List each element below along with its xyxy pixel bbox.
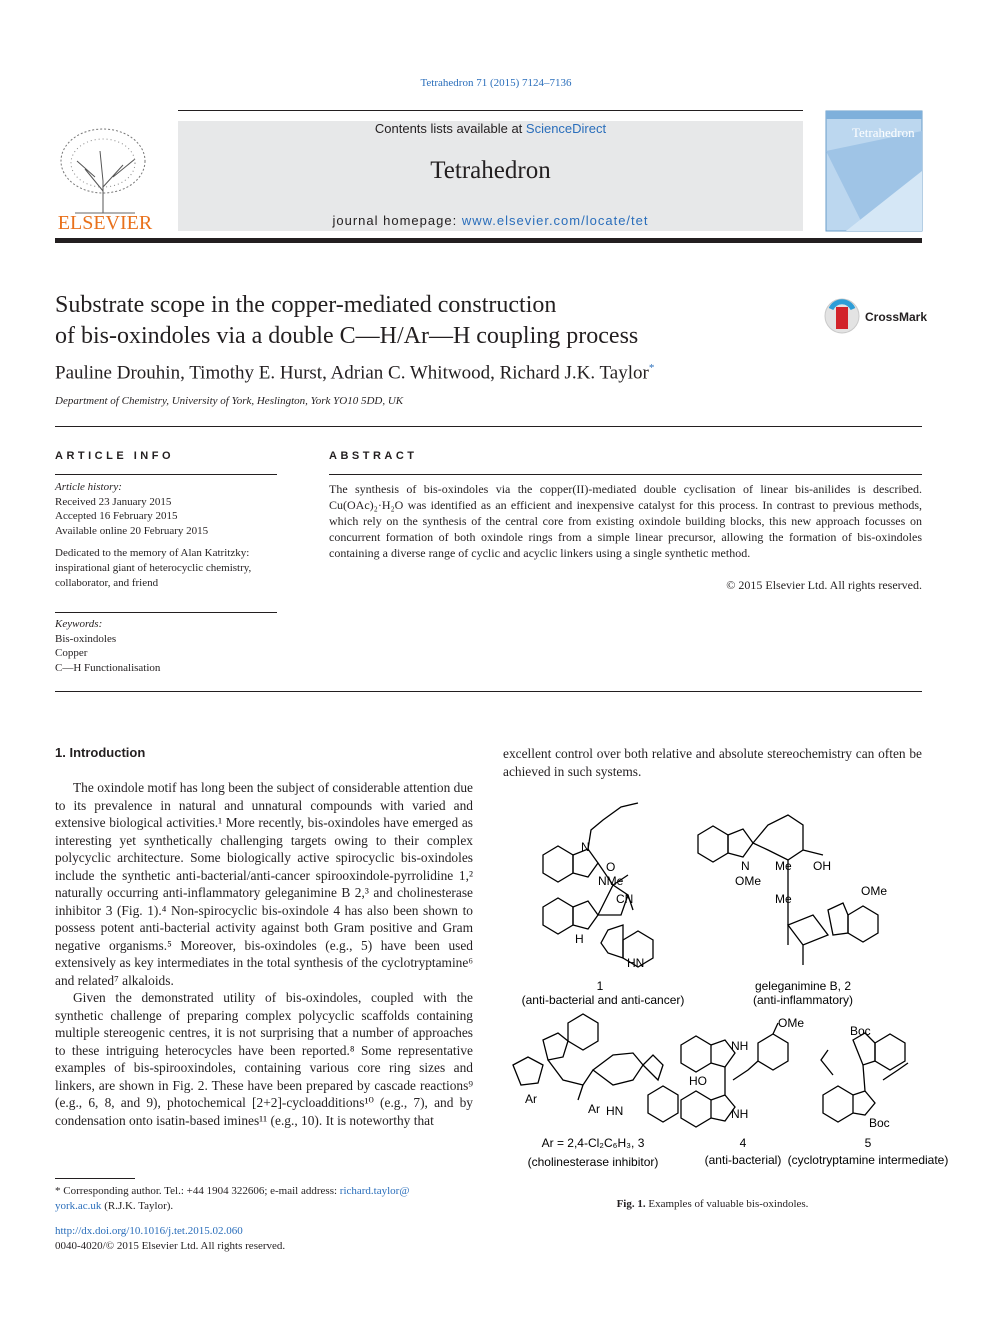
label-oh: OH (813, 859, 831, 873)
header-top-rule (178, 110, 803, 111)
label-me: Me (775, 892, 792, 906)
article-title: Substrate scope in the copper-mediated construction of bis-oxindoles via a double C—H/Ar—H coupling process (55, 292, 639, 349)
label-me: Me (775, 859, 792, 873)
abstract-heading: ABSTRACT (329, 450, 418, 462)
label-hn: HN (627, 956, 645, 970)
email-link-continued[interactable]: york.ac.uk (55, 1200, 102, 1212)
crossmark-label: CrossMark (865, 310, 928, 324)
article-info-heading: ARTICLE INFO (55, 450, 174, 462)
intro-paragraph-1: The oxindole motif has long been the subject of considerable attention due to its prevalence in natural and unnatural compounds with varied and extensive biological activities.¹ More recently, bis-oxindoles have emerged as interesting yet synthetically challenging targets owing to their complex polycyclic architecture. Some biologically active spirocyclic bis-oxindoles include the synthetic anti-bacterial/anti-cancer spirooxindole-pyrrolidine 1,² naturally occurring anti-inflammatory geleganimine B 2,³ and cholinesterase inhibitor 3 (Fig. 1).⁴ Non-spirocyclic bis-oxindole 4 has also been shown to possess potent anti-bacterial activity against both Gram positive and Gram negative organisms.⁵ Moreover, bis-oxindoles (e.g., 5) have been used extensively as key intermediates in the total synthesis of the cyclotryptamine⁶ and related⁷ alkaloids. (55, 780, 473, 988)
doi-link[interactable]: http://dx.doi.org/10.1016/j.tet.2015.02.060 (55, 1225, 243, 1237)
abstract-text: The synthesis of bis-oxindoles via the copper(II)-mediated double cyclisation of linear bis-anilides is described. Cu(OAc)₂·H₂O was identified as an efficient and inexpensive catalyst for this process. In contrast to previous methods, which rely on the synthesis of the central core from existing oxindole building blocks, this new approach focusses on concurrent formation of both oxindole rings from a simple linear precursor, allowing the formation of bis-oxindoles containing a diverse range of cyclic and acyclic linkers using a single synthetic method. (329, 482, 922, 560)
journal-homepage: journal homepage: www.elsevier.com/locate/tet (332, 213, 649, 228)
article-info-rule (55, 474, 277, 475)
keywords-rule (55, 612, 277, 613)
section-rule-bottom (55, 691, 922, 692)
header-bottom-rule (55, 238, 922, 243)
author-list: Pauline Drouhin, Timothy E. Hurst, Adrian C. Whitwood, Richard J.K. Taylor* (55, 362, 655, 384)
compound-description: (anti-bacterial) (704, 1153, 782, 1167)
corresponding-author-note: * Corresponding author. Tel.: +44 1904 322606; e-mail address: richard.taylor@ (55, 1185, 410, 1197)
cover-title: Tetrahedron (852, 125, 915, 140)
homepage-link[interactable]: www.elsevier.com/locate/tet (461, 213, 649, 228)
journal-reference[interactable]: Tetrahedron 71 (2015) 7124–7136 (420, 77, 572, 89)
compound-description: (anti-bacterial and anti-cancer) (521, 993, 685, 1007)
label-ho: HO (689, 1074, 707, 1088)
label-nh: NH (731, 1039, 749, 1053)
keyword-item: Bis-oxindoles (55, 632, 117, 645)
label-ar: Ar (525, 1092, 537, 1106)
elsevier-logo (55, 121, 155, 233)
compound-number: 1 (596, 979, 604, 993)
label-ar: Ar (588, 1102, 600, 1116)
copyright: © 2015 Elsevier Ltd. All rights reserved. (726, 578, 922, 592)
figure-1-structures (503, 795, 949, 1190)
journal-title: Tetrahedron (430, 157, 551, 184)
label-o: O (606, 860, 616, 874)
compound-2-structure (698, 815, 878, 965)
intro-paragraph-2: Given the demonstrated utility of bis-oxindoles, coupled with the synthetic challenge of preparing complex polycyclic scaffolds containing multiple stereogenic centres, it is not surprising that a number of approaches to these intriguing heterocycles have been reported.⁸ Some representative examples of bis-spirooxindoles, containing various core ring sizes and linkers, are shown in Fig. 2. These have been prepared by cascade reactions⁹ (e.g., 6, 8, and 9), photochemical [2+2]-cycloadditions¹⁰ (e.g., 7), and by condensation onto isatin-based imines¹¹ (e.g., 10). It is noteworthy that (55, 990, 473, 1128)
affiliation: Department of Chemistry, University of York, Heslington, York YO10 5DD, UK (55, 395, 404, 407)
journal-cover[interactable] (826, 111, 922, 231)
keyword-item: Copper (55, 647, 88, 660)
label-n: N (741, 859, 750, 873)
compound-description: (cyclotryptamine intermediate) (787, 1153, 949, 1167)
compound-description: (anti-inflammatory) (752, 993, 854, 1007)
crossmark-badge[interactable] (823, 297, 933, 337)
email-link[interactable]: richard.taylor@ (339, 1185, 410, 1197)
sciencedirect-link[interactable]: ScienceDirect (525, 121, 607, 136)
label-n: N (581, 840, 590, 854)
compound-number: 5 (864, 1136, 872, 1150)
abstract-rule (329, 474, 922, 475)
section-heading-introduction: 1. Introduction (55, 745, 146, 760)
publisher-name: ELSEVIER (57, 212, 153, 234)
label-cn: CN (616, 892, 634, 906)
label-nme: NMe (598, 874, 624, 888)
label-boc: Boc (869, 1116, 890, 1130)
compound-description: (cholinesterase inhibitor) (527, 1155, 659, 1169)
compound-number: geleganimine B, 2 (754, 979, 852, 993)
footnote-rule (55, 1178, 135, 1179)
keyword-item: C—H Functionalisation (55, 661, 161, 674)
intro-column-left (55, 779, 473, 1129)
compound-5-structure (821, 1033, 908, 1122)
intro-column-right: excellent control over both relative and absolute stereochemistry can often be achieved in such systems. (503, 746, 922, 779)
keywords: Keywords: Bis-oxindoles Copper C—H Functionalisation (55, 617, 285, 675)
label-ome: OMe (861, 884, 888, 898)
label-h: H (575, 932, 584, 946)
section-rule (55, 426, 922, 427)
contents-line: Contents lists available at ScienceDirect (374, 121, 607, 136)
figure-caption: Fig. 1. Examples of valuable bis-oxindoles. (616, 1198, 809, 1210)
article-history: Article history: Received 23 January 2015 Accepted 16 February 2015 Available online 20 February 2015 Dedicated to the memory of Alan Katritzky: inspirational giant of heterocyclic chemistry, collaborator, and friend (55, 480, 285, 590)
compound-number: 4 (739, 1136, 747, 1150)
label-ome: OMe (735, 874, 762, 888)
label-nh: NH (731, 1107, 749, 1121)
corresponding-author-mark[interactable]: * (648, 362, 655, 374)
footnote: * Corresponding author. Tel.: +44 1904 322606; e-mail address: richard.taylor@ york.ac.uk (R.J.K. Taylor). http://dx.doi.org/10.1016/j.tet.2015.02.060 0040-4020/© 2015 Elsevier Ltd. All rights reserved. (55, 1184, 475, 1254)
bookmark-icon (836, 307, 848, 329)
dedication: Dedicated to the memory of Alan Katritzky: inspirational giant of heterocyclic chemistry, collaborator, and friend (55, 547, 252, 589)
label-boc: Boc (850, 1024, 871, 1038)
issn-copyright: 0040-4020/© 2015 Elsevier Ltd. All rights reserved. (55, 1240, 286, 1252)
compound-number: Ar = 2,4-Cl₂C₆H₃, 3 (541, 1136, 645, 1150)
label-hn: HN (606, 1104, 624, 1118)
label-ome: OMe (778, 1016, 805, 1030)
